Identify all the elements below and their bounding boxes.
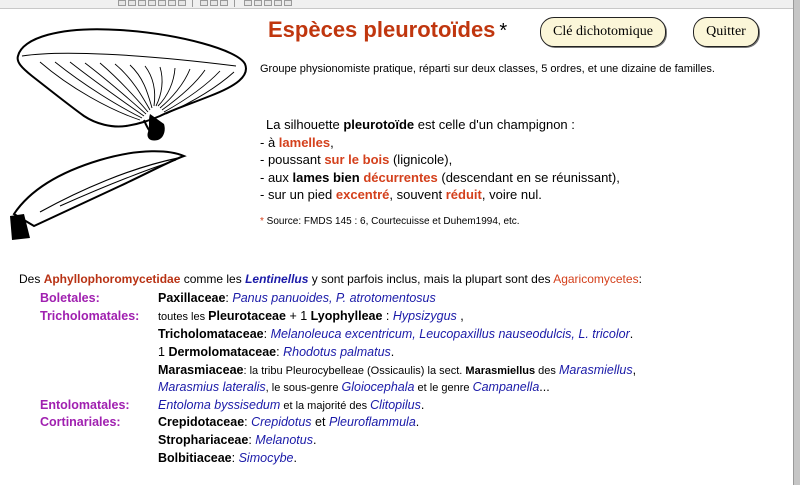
family-row: Tricholomataceae: Melanoleuca excentricum, Leucopaxillus nauseodulcis, L. tricolor. [158,327,634,341]
family-row: Crepidotaceae: Crepidotus et Pleuroflammula. [158,415,420,429]
family-row: Marasmiaceae: la tribu Pleurocybelleae (Ossicaulis) la sect. Marasmiellus des Marasmiellus, [158,363,637,377]
toolbar-button[interactable] [264,0,272,6]
definition-line: - à lamelles, [260,134,334,150]
pleurotus-cap-illustration [18,29,246,140]
source-note: * Source: FMDS 145 : 6, Courtecuisse et Duhem1994, etc. [260,216,520,227]
family-row: Bolbitiaceae: Simocybe. [158,451,297,465]
toolbar-button[interactable] [284,0,292,6]
order-cortinariales: Cortinariales: [40,415,121,429]
classification-intro: Des Aphyllophoromycetidae comme les Lentinellus y sont parfois inclus, mais la plupart sont des Agaricomycetes: [19,272,642,286]
definition-line: - sur un pied excentré, souvent réduit, voire nul. [260,187,542,202]
scrollbar[interactable] [793,0,800,485]
definition-line: - poussant sur le bois (lignicole), [260,152,453,167]
footnote-star: * [499,20,508,42]
dichotomous-key-button[interactable]: Clé dichotomique [540,17,666,47]
family-row: 1 Dermolomataceae: Rhodotus palmatus. [158,345,395,359]
family-row: Paxillaceae: Panus panuoides, P. atrotomentosus [158,291,436,305]
order-boletales: Boletales: [40,291,100,305]
family-row: Entoloma byssisedum et la majorité des Clitopilus. [158,398,425,412]
order-tricholomatales: Tricholomatales: [40,309,140,323]
pleurotoid-illustration [0,0,260,260]
definition-line: - aux lames bien décurrentes (descendant en se réunissant), [260,169,620,185]
family-row: Marasmius lateralis, le sous-genre Gloiocephala et le genre Campanella... [158,380,550,394]
crepidotus-section-illustration [10,151,184,240]
definition-lead: La silhouette pleurotoïde est celle d'un champignon : [266,117,575,132]
group-description: Groupe physionomiste pratique, réparti sur deux classes, 5 ordres, et une dizaine de familles. [260,63,715,75]
definition-block [260,116,620,204]
family-row: Strophariaceae: Melanotus. [158,433,317,447]
family-row: toutes les Pleurotaceae + 1 Lyophylleae : Hypsizygus , [158,309,464,323]
page-title: Espèces pleurotoïdes * [268,17,508,42]
toolbar-button[interactable] [274,0,282,6]
quit-button[interactable]: Quitter [693,17,759,47]
order-entolomatales: Entolomatales: [40,398,130,412]
